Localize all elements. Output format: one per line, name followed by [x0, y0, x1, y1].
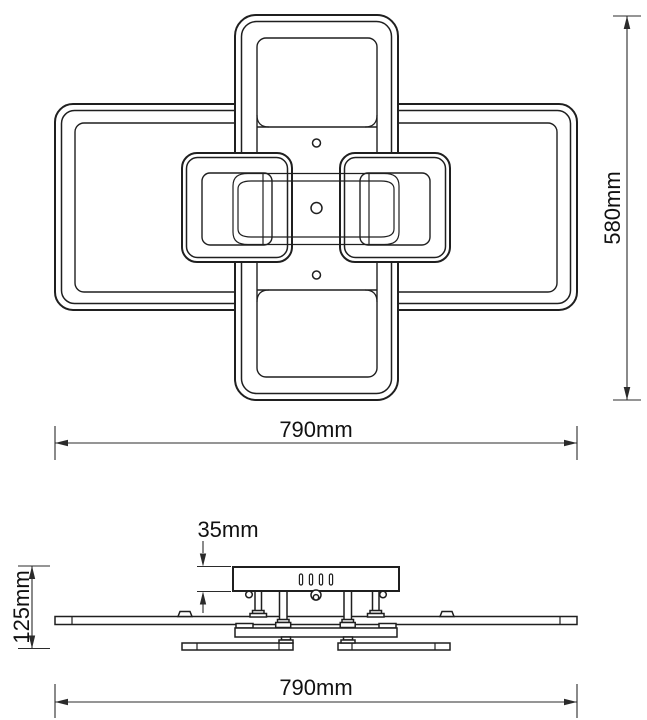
lower-standoff-left-base — [279, 640, 293, 643]
outer-post-left — [255, 591, 262, 612]
arrowhead-right — [564, 440, 577, 447]
screw-hole-top — [313, 139, 321, 147]
top-view-drawing — [55, 15, 641, 460]
left-square-frame — [182, 153, 292, 262]
side-view-width-label: 790mm — [279, 675, 353, 700]
arrowhead-down — [624, 387, 631, 400]
main-bar — [55, 612, 577, 625]
canopy-screw-left — [246, 591, 253, 598]
right-square-frame — [340, 153, 450, 262]
inner-post-left — [280, 591, 288, 620]
screw-hole-bottom — [313, 271, 321, 279]
overall-height-dimension — [9, 566, 50, 649]
outer-post-right — [373, 591, 380, 612]
arrowhead-left — [55, 440, 68, 447]
clip-right — [440, 612, 454, 617]
canopy-screw-right — [380, 591, 387, 598]
clip-left — [178, 612, 192, 617]
inner-post-right — [344, 591, 352, 620]
bottom-bars — [182, 637, 450, 650]
top-view-height-dimension — [600, 16, 641, 400]
lower-standoff-right-base — [341, 640, 355, 643]
side-view-drawing — [9, 517, 577, 718]
canopy-height-dimension — [197, 517, 259, 613]
top-view-height-label: 580mm — [600, 171, 625, 245]
screw-hole-middle — [311, 203, 322, 214]
arrowhead-up — [624, 16, 631, 29]
overall-height-label: 125mm — [9, 570, 34, 644]
middle-bar — [235, 624, 397, 638]
top-view-width-label: 790mm — [279, 417, 353, 442]
top-view-width-dimension — [55, 417, 577, 460]
canopy-height-label: 35mm — [197, 517, 259, 542]
side-view-width-dimension — [55, 675, 577, 718]
